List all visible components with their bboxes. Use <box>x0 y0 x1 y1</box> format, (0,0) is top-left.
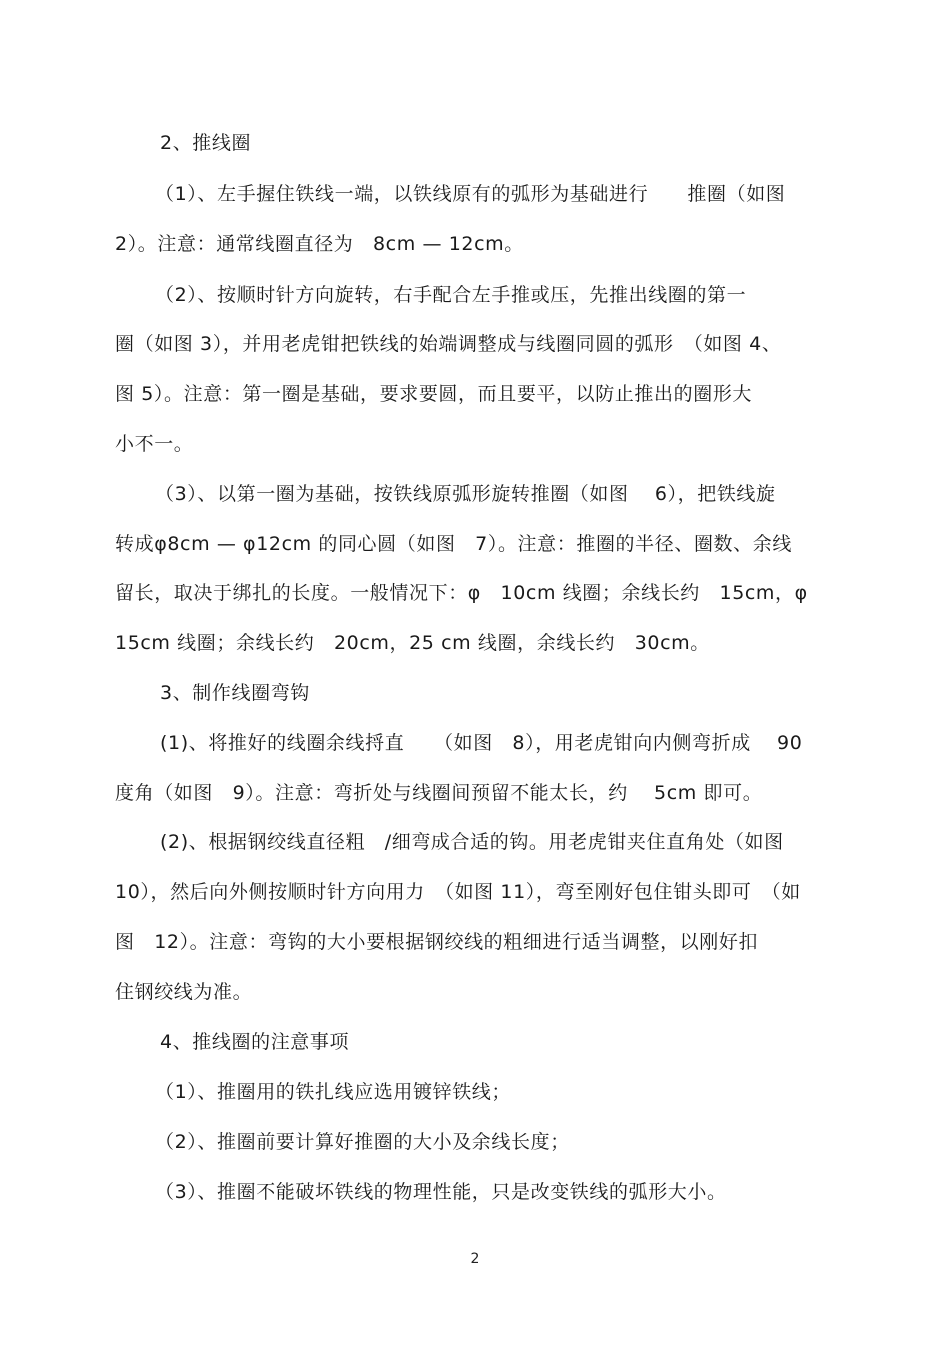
section-heading-hook: 3、制作线圈弯钩 <box>160 682 310 704</box>
paragraph-line: 2）。注意：通常线圈直径为 8cm — 12cm。 <box>115 233 524 255</box>
paragraph-line: 10），然后向外侧按顺时针方向用力 （如图 11），弯至刚好包住钳头即可 （如 <box>115 881 801 903</box>
paragraph-line: 小不一。 <box>115 433 194 455</box>
page-number: 2 <box>470 1251 480 1267</box>
paragraph-line: （2）、按顺时针方向旋转，右手配合左手推或压，先推出线圈的第一 <box>155 284 747 306</box>
paragraph-line: 住钢绞线为准。 <box>115 981 253 1003</box>
paragraph-line: 15cm 线圈；余线长约 20cm，25 cm 线圈，余线长约 30cm。 <box>115 632 710 654</box>
paragraph-line: (2)、根据钢绞线直径粗 /细弯成合适的钩。用老虎钳夹住直角处（如图 <box>160 831 784 853</box>
list-item: （2）、推圈前要计算好推圈的大小及余线长度； <box>155 1131 570 1153</box>
paragraph-line: 图 12）。注意：弯钩的大小要根据钢绞线的粗细进行适当调整，以刚好扣 <box>115 931 759 953</box>
paragraph-line: （3）、以第一圈为基础，按铁线原弧形旋转推圈（如图 6），把铁线旋 <box>155 483 776 505</box>
paragraph-line: （1）、左手握住铁线一端，以铁线原有的弧形为基础进行 推圈（如图 <box>155 183 786 205</box>
paragraph-line: 度角（如图 9）。注意：弯折处与线圈间预留不能太长，约 5cm 即可。 <box>115 782 763 804</box>
paragraph-line: 图 5）。注意：第一圈是基础，要求要圆，而且要平，以防止推出的圈形大 <box>115 383 753 405</box>
paragraph-line: 圈（如图 3），并用老虎钳把铁线的始端调整成与线圈同圆的弧形 （如图 4、 <box>115 333 782 355</box>
section-heading-notes: 4、推线圈的注意事项 <box>160 1031 350 1053</box>
paragraph-line: 留长，取决于绑扎的长度。一般情况下：φ 10cm 线圈；余线长约 15cm，φ <box>115 582 808 604</box>
list-item: （1）、推圈用的铁扎线应选用镀锌铁线； <box>155 1081 511 1103</box>
paragraph-line: (1)、将推好的线圈余线捋直 （如图 8），用老虎钳向内侧弯折成 90 <box>160 732 803 754</box>
list-item: （3）、推圈不能破坏铁线的物理性能，只是改变铁线的弧形大小。 <box>155 1181 727 1203</box>
paragraph-line: 转成φ8cm — φ12cm 的同心圆（如图 7）。注意：推圈的半径、圈数、余线 <box>115 533 792 555</box>
section-heading-push-coil: 2、推线圈 <box>160 132 252 154</box>
